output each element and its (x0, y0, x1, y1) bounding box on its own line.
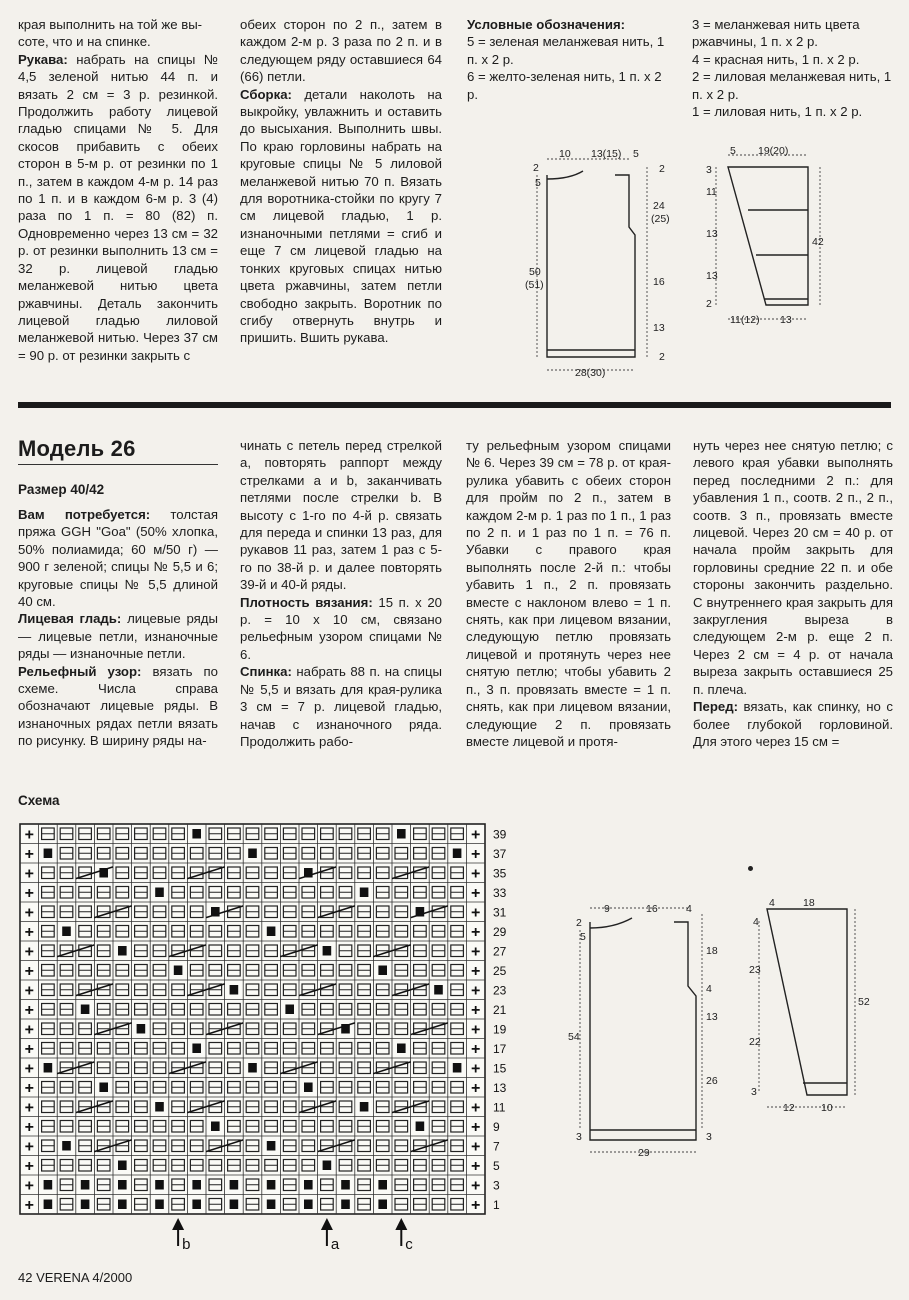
chart-row-number: 27 (493, 944, 507, 959)
chart-edge-stitch: + (24, 963, 34, 980)
paragraph-heading: Спинка: (240, 664, 292, 680)
ts-label: 3 (706, 164, 712, 176)
chart-edge-stitch: + (24, 1119, 34, 1136)
chart-edge-stitch: + (471, 1197, 481, 1214)
model-title: Модель 26 (18, 436, 136, 461)
bs-label: 4 (753, 916, 759, 928)
chart-edge-stitch: + (24, 826, 34, 844)
chart-edge-stitch: + (471, 943, 481, 961)
chart-filled-stitch (81, 1180, 90, 1190)
chart-edge-stitch: + (24, 1080, 34, 1097)
chart-row-number: 1 (493, 1198, 500, 1212)
tb-label: 50 (529, 266, 541, 278)
model-col1-paragraph (18, 506, 218, 610)
legend-block-2 (692, 16, 892, 120)
tb-label: 13 (653, 322, 665, 334)
chart-row-number: 33 (493, 886, 507, 900)
top-col1-paragraph (18, 16, 218, 33)
model-text-col-3 (466, 437, 671, 750)
ts-label: 42 (812, 236, 824, 248)
chart-edge-stitch: + (24, 1002, 34, 1019)
chart-edge-stitch: + (24, 846, 34, 863)
chart-filled-stitch (192, 1180, 201, 1190)
chart-edge-stitch: + (471, 1099, 481, 1117)
bb-label: 9 (604, 903, 610, 915)
chart-edge-stitch: + (471, 963, 481, 980)
chart-edge-stitch: + (471, 1060, 481, 1078)
chart-edge-stitch: + (471, 1138, 481, 1156)
chart-filled-stitch (137, 1024, 146, 1034)
chart-filled-stitch (416, 1122, 425, 1132)
paragraph-text: края выполнить на той же вы- (18, 17, 203, 32)
paragraph-text: ту рельефным узором спицами № 6. Через 39 см = 78 р. от края-рулика убавить с обеих сторон для пройм по 2 п., затем в каждом 2-м р. 1 раз по 1 п., 1 раз по 2 п. и 1 раз по 1 п. = 76 п. Убавки с правого края выполнять после 2-й п.: чтобы убавить 1 п., 2 п. провязать вместе с наклоном влево = 1 п. снять, как при лицевом вязании, следующую петлю провязать лицевой и протянуть через нее снятую петлю; чтобы убавить 2 п., 3 п. провязать вместе = 1 п. снять, как при лицевом вязании, следующие 2 п. провязать вместе лицевой и протя- (466, 438, 671, 749)
ts-label: 13 (706, 270, 718, 282)
chart-edge-stitch: + (24, 1099, 34, 1117)
chart-filled-stitch (81, 1005, 90, 1015)
ts-label: 11 (706, 186, 717, 198)
chart-filled-stitch (118, 1180, 127, 1190)
bottom-body-schematic (568, 900, 728, 1160)
top-text-col-1 (18, 16, 218, 364)
tb-label: 10 (559, 148, 571, 160)
top-col2-paragraph (240, 16, 442, 86)
tb-label: 13(15) (591, 148, 622, 160)
chart-row-number: 39 (493, 827, 507, 842)
chart-filled-stitch (81, 1200, 90, 1210)
chart-row-number: 19 (493, 1022, 507, 1037)
knitting-chart (18, 820, 528, 1260)
legend-item-6: 6 = желто-зеленая нить, 1 п. х 2 р. (467, 69, 662, 102)
top-text-col-2 (240, 16, 442, 347)
bb-label: 4 (686, 903, 692, 915)
paragraph-text: нуть через нее снятую петлю; с левого края убавки выполнять перед последними 2 п.: для убавления 1 п., соотв. 2 п., 2 п., соотв. 3 п., провязать вместе лицевой. Через 20 см = 40 р. от начала пройм закрыть для горловины средние 22 п. и обе стороны закончить раздельно. С внутреннего края закрыть для закругления выреза в следующем 2-м р. еще 2 п. Через 2 см = 4 р. от начала выреза закрыть оставшиеся 25 п. плеча. (693, 438, 893, 697)
chart-edge-stitch: + (24, 904, 34, 922)
chart-filled-stitch (453, 1063, 462, 1073)
tb-label: 5 (535, 177, 541, 189)
bs-label: 18 (803, 897, 815, 909)
legend-item-2: 2 = лиловая меланжевая нить, 1 п. х 2 р. (692, 69, 892, 102)
ts-label: 19(20) (758, 145, 789, 157)
chart-filled-stitch (248, 849, 257, 859)
tb-label: 5 (633, 148, 639, 160)
chart-filled-stitch (304, 1083, 313, 1093)
paragraph-text: вязать по схеме. Числа справа обозначают лицевые ряды. В изнаночных рядах петли вязать по рисунку. В ширину ряды на- (18, 663, 219, 749)
paragraph-text: детали наколоть на выкройку, увлажнить и оставить до высыхания. Выполнить швы. По краю горловины набрать на круговые спицы № 5 лиловой меланжевой нитью 70 п. Вязать для воротника-стойки по кругу 7 см лицевой гладью, 1 р. изнаночными петлями = сгиб и еще 7 см лицевой гладью на тонких круговых спицах нитью цвета ржавчины, затем петли свободно закрыть. Воротник по сгибу отвернуть внутрь и пришить. Вшить рукава. (240, 86, 442, 346)
ts-label: 5 (730, 145, 736, 157)
paragraph-heading: Плотность вязания: (240, 594, 373, 610)
chart-filled-stitch (323, 1161, 332, 1171)
bb-label: 18 (706, 945, 718, 957)
bs-label: 22 (749, 1036, 761, 1048)
paragraph-text: соте, что и на спинке. (18, 34, 151, 50)
tb-label: 24 (653, 200, 665, 212)
top-sleeve-schematic (700, 145, 840, 335)
tb-label: 28(30) (575, 367, 606, 379)
chart-filled-stitch (267, 1141, 276, 1151)
model-col1-paragraph (18, 663, 218, 750)
chart-edge-stitch: + (24, 865, 34, 883)
tb-label: 2 (659, 351, 665, 363)
chart-filled-stitch (118, 1200, 127, 1210)
chart-edge-stitch: + (471, 924, 481, 941)
bb-label: 3 (576, 1131, 582, 1143)
bb-label: 16 (646, 903, 658, 915)
bb-label: 26 (706, 1075, 718, 1087)
chart-edge-stitch: + (24, 1158, 34, 1175)
paragraph-text: чинать с петель перед стрелкой a, повторять раппорт между стрелками a и b, заканчивать петлями после стрелки b. В высоту с 1-го по 4-й р. связать для переда и спинки 13 раз, для рукавов 11 раз, затем 1 раз с 5-го по 38-й р. и далее повторять 39-й и 40-й ряды. (240, 438, 442, 593)
chart-filled-stitch (304, 1180, 313, 1190)
chart-row-number: 5 (493, 1159, 500, 1173)
chart-row-number: 17 (493, 1042, 507, 1056)
model-col2-paragraph (240, 594, 442, 664)
section-divider (18, 402, 891, 408)
chart-row-number: 3 (493, 1178, 500, 1193)
bb-label: 3 (706, 1131, 712, 1143)
model-text-col-4 (693, 437, 893, 750)
chart-filled-stitch (155, 1180, 164, 1190)
chart-filled-stitch (211, 1122, 220, 1132)
model-col1-paragraph (18, 610, 218, 662)
chart-arrow-label: b (182, 1236, 191, 1253)
chart-row-number: 35 (493, 866, 507, 881)
chart-filled-stitch (360, 888, 369, 898)
chart-filled-stitch (174, 966, 183, 976)
chart-row-number: 25 (493, 964, 507, 978)
bs-label: 23 (749, 964, 761, 976)
chart-edge-stitch: + (24, 1021, 34, 1039)
chart-edge-stitch: + (471, 865, 481, 883)
chart-filled-stitch (285, 1005, 294, 1015)
chart-filled-stitch (44, 1200, 53, 1210)
chart-filled-stitch (155, 888, 164, 898)
chart-filled-stitch (192, 1200, 201, 1210)
ts-label: 11(12) (730, 314, 760, 326)
tb-label: 16 (653, 276, 665, 288)
chart-edge-stitch: + (471, 1021, 481, 1039)
chart-edge-stitch: + (471, 1177, 481, 1195)
chart-row-number: 29 (493, 925, 507, 939)
paragraph-text: вязать, как спинку, но с более глубокой горловиной. Для этого через 15 см = (693, 699, 893, 749)
chart-row-number: 13 (493, 1081, 507, 1095)
model-text-col-2 (240, 437, 442, 750)
chart-filled-stitch (397, 829, 406, 839)
bs-label: 10 (821, 1102, 833, 1114)
top-col2-paragraph (240, 86, 442, 347)
ts-label: 2 (706, 298, 712, 310)
model-col2-paragraph (240, 437, 442, 594)
paragraph-text: набрать на спицы № 4,5 зеленой нитью 44 п. и вязать 2 см = 3 р. резинкой. Продолжить работу лицевой гладью спицами № 5. Для скосов прибавить с обеих сторон в 5-м р. от резинки по 1 п., затем в каждом 4-м р. 14 раз по 1 п. и в каждом 6-м р. 3 (4) раза по 1 п. = 80 (82) п. Одновременно через 13 см = 32 р. от резинки выполнить 13 см = 32 р. лицевой гладью меланжевой нитью цвета ржавчины. Деталь закончить лицевой гладью лиловой меланжевой нитью. Через 37 см = 90 р. от резинки закрыть с (18, 51, 218, 363)
chart-edge-stitch: + (24, 982, 34, 1000)
chart-edge-stitch: + (471, 904, 481, 922)
chart-edge-stitch: + (24, 1060, 34, 1078)
paragraph-heading: Сборка: (240, 86, 292, 102)
bb-label: 4 (706, 983, 712, 995)
chart-filled-stitch (192, 829, 201, 839)
chart-filled-stitch (397, 1044, 406, 1054)
bb-label: 54 (568, 1031, 580, 1043)
chart-filled-stitch (453, 849, 462, 859)
chart-filled-stitch (230, 985, 239, 995)
legend-item-4: 4 = красная нить, 1 п. х 2 р. (692, 51, 860, 67)
chart-row-number: 7 (493, 1139, 500, 1154)
model-col4-paragraph (693, 437, 893, 698)
speck-dot (748, 866, 753, 871)
paragraph-text: 15 п. х 20 р. = 10 х 10 см, связано рельефным узором спицами № 6. (240, 594, 442, 662)
title-underline (18, 464, 218, 465)
paragraph-text: толстая пряжа GGH "Goa" (50% хлопка, 50% полиамида; 60 м/50 г) — 900 г зеленой; спицы № 5,5 и 6; круговые спицы № 5,5 длиной 40 см. (18, 507, 218, 610)
bb-label: 2 (576, 917, 582, 929)
chart-row-number: 21 (493, 1003, 507, 1017)
ts-label: 13 (706, 228, 718, 240)
chart-row-number: 11 (493, 1100, 506, 1115)
chart-edge-stitch: + (24, 1041, 34, 1058)
chart-filled-stitch (44, 1180, 53, 1190)
chart-row-number: 15 (493, 1061, 507, 1076)
chart-edge-stitch: + (24, 924, 34, 941)
chart-filled-stitch (44, 849, 53, 859)
chart-row-number: 37 (493, 847, 507, 861)
chart-edge-stitch: + (471, 846, 481, 863)
chart-filled-stitch (267, 1180, 276, 1190)
chart-filled-stitch (304, 1200, 313, 1210)
legend-heading: Условные обозначения: (467, 17, 626, 32)
chart-edge-stitch: + (471, 826, 481, 844)
chart-row-number: 9 (493, 1120, 500, 1134)
chart-filled-stitch (323, 946, 332, 956)
chart-edge-stitch: + (471, 1080, 481, 1097)
chart-filled-stitch (248, 1063, 257, 1073)
chart-row-number: 23 (493, 983, 507, 998)
chart-filled-stitch (267, 1200, 276, 1210)
tb-label: 2 (533, 162, 539, 174)
paragraph-text: набрать 88 п. на спицы № 5,5 и вязать для края-рулика 3 см = 7 р. лицевой гладью, начав с изнаночного ряда. Продолжить рабо- (240, 664, 442, 749)
schema-title: Схема (18, 793, 60, 808)
bs-label: 3 (751, 1086, 757, 1098)
ts-label: 13 (780, 314, 792, 326)
chart-edge-stitch: + (24, 1197, 34, 1214)
paragraph-heading: Лицевая гладь: (18, 611, 122, 627)
bs-label: 4 (769, 897, 775, 909)
chart-arrow-label: a (330, 1236, 340, 1253)
paragraph-heading: Вам потребуется: (18, 507, 151, 522)
chart-edge-stitch: + (471, 982, 481, 1000)
chart-filled-stitch (230, 1200, 239, 1210)
chart-filled-stitch (230, 1180, 239, 1190)
model-text-col-1 (18, 506, 218, 750)
chart-filled-stitch (62, 1141, 71, 1151)
chart-filled-stitch (341, 1180, 350, 1190)
tb-label: (25) (651, 213, 670, 225)
bs-label: 52 (858, 996, 870, 1008)
chart-filled-stitch (155, 1200, 164, 1210)
chart-filled-stitch (341, 1200, 350, 1210)
top-col1-paragraph (18, 51, 218, 364)
legend-item-5: 5 = зеленая меланжевая нить, 1 п. х 2 р. (467, 34, 665, 67)
top-col1-paragraph (18, 33, 218, 50)
chart-filled-stitch (434, 985, 443, 995)
bb-label: 5 (580, 931, 586, 943)
paragraph-heading: Рельефный узор: (18, 663, 142, 679)
chart-filled-stitch (118, 1161, 127, 1171)
model-col4-paragraph (693, 698, 893, 750)
model-col3-paragraph (466, 437, 671, 750)
chart-edge-stitch: + (471, 1119, 481, 1136)
chart-edge-stitch: + (471, 1041, 481, 1058)
chart-filled-stitch (378, 1180, 387, 1190)
chart-filled-stitch (118, 946, 127, 956)
chart-filled-stitch (192, 1044, 201, 1054)
chart-filled-stitch (360, 1102, 369, 1112)
tb-label: 2 (659, 163, 665, 175)
chart-row-number: 31 (493, 905, 507, 920)
chart-filled-stitch (44, 1063, 53, 1073)
legend-item-3: 3 = меланжевая нить цвета ржавчины, 1 п. х 2 р. (692, 17, 860, 50)
bs-label: 12 (783, 1102, 795, 1114)
paragraph-text: обеих сторон по 2 п., затем в каждом 2-м р. 3 раза по 2 п. и в следующем ряду оставшиеся 64 (66) петли. (240, 17, 442, 85)
legend-block (467, 16, 672, 103)
chart-edge-stitch: + (24, 943, 34, 961)
chart-filled-stitch (155, 1102, 164, 1112)
bb-label: 29 (638, 1147, 650, 1159)
chart-filled-stitch (378, 1200, 387, 1210)
bb-label: 13 (706, 1011, 718, 1023)
chart-filled-stitch (99, 1083, 108, 1093)
chart-arrow-label: c (405, 1236, 413, 1253)
chart-filled-stitch (378, 966, 387, 976)
bottom-sleeve-schematic (745, 895, 875, 1125)
tb-label: (51) (525, 279, 544, 291)
paragraph-heading: Перед: (693, 699, 738, 715)
chart-edge-stitch: + (471, 1158, 481, 1175)
paragraph-heading: Рукава: (18, 51, 68, 67)
chart-edge-stitch: + (24, 1138, 34, 1156)
paragraph-text: лицевые ряды — лицевые петли, изнаночные ряды — изнаночные петли. (18, 611, 218, 662)
top-body-schematic (525, 145, 675, 380)
legend-item-1: 1 = лиловая нить, 1 п. х 2 р. (692, 104, 863, 120)
chart-edge-stitch: + (24, 885, 34, 902)
page-footer: 42 VERENA 4/2000 (18, 1270, 133, 1285)
chart-edge-stitch: + (471, 1002, 481, 1019)
chart-filled-stitch (62, 927, 71, 937)
chart-filled-stitch (267, 927, 276, 937)
chart-edge-stitch: + (24, 1177, 34, 1195)
model-col2-paragraph (240, 663, 442, 750)
model-size: Размер 40/42 (18, 482, 105, 497)
chart-edge-stitch: + (471, 885, 481, 902)
